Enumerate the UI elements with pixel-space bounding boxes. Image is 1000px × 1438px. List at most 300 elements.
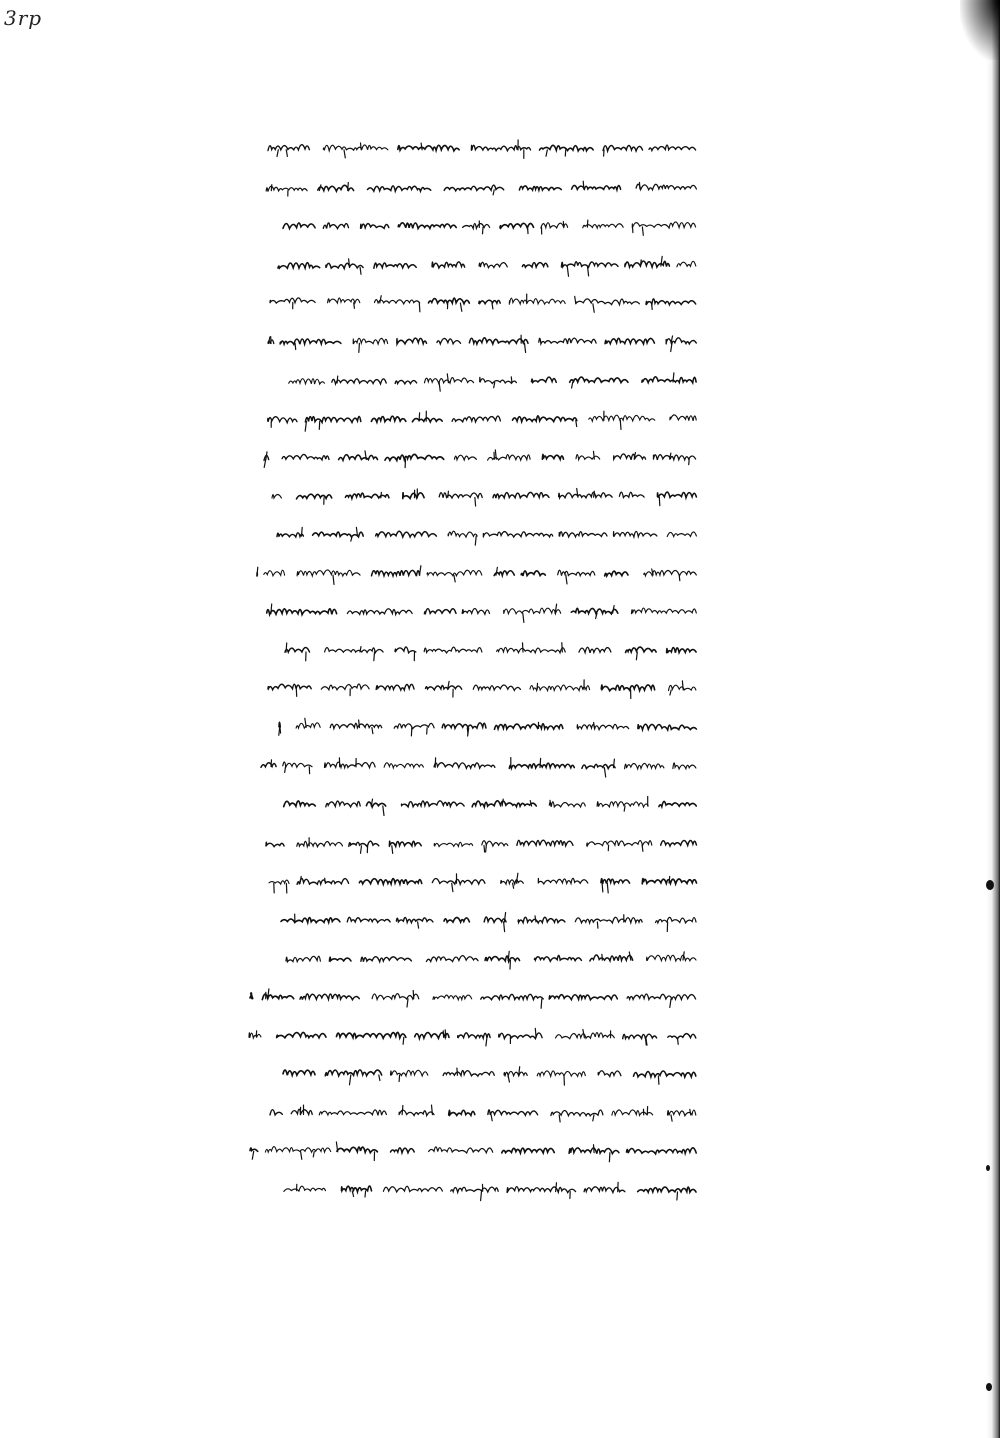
- handwriting-strokes: [254, 599, 700, 623]
- handwritten-line: [240, 514, 700, 553]
- pen-stroke: [402, 1105, 403, 1114]
- handwritten-word: [448, 531, 477, 537]
- handwritten-word: [614, 454, 646, 460]
- handwritten-word: [479, 262, 507, 267]
- handwritten-word: [268, 684, 311, 690]
- handwritten-word: [670, 415, 696, 421]
- handwritten-word: [367, 185, 430, 190]
- handwritten-word: [451, 1187, 499, 1192]
- pen-stroke: [546, 150, 547, 156]
- handwritten-word: [373, 994, 420, 1000]
- handwritten-word: [575, 917, 642, 923]
- pen-stroke: [421, 143, 422, 150]
- handwritten-word: [503, 608, 560, 614]
- handwritten-word: [634, 1071, 696, 1077]
- handwritten-word: [342, 1186, 372, 1192]
- pen-stroke: [372, 728, 373, 734]
- handwritten-word: [283, 1070, 315, 1075]
- handwriting-strokes: [242, 985, 700, 1009]
- handwritten-word: [494, 724, 562, 730]
- handwritten-word: [625, 763, 664, 768]
- pen-stroke: [620, 420, 621, 429]
- handwritten-word: [656, 917, 696, 923]
- handwritten-word: [590, 955, 633, 961]
- handwritten-word: [396, 917, 433, 922]
- handwritten-word: [345, 493, 389, 498]
- pen-stroke: [593, 1145, 594, 1153]
- handwritten-line: [240, 244, 700, 283]
- handwritten-word: [249, 1032, 261, 1037]
- handwritten-word: [283, 762, 312, 767]
- handwritten-word: [384, 762, 423, 767]
- pen-stroke: [583, 1029, 585, 1037]
- handwritten-word: [612, 1110, 653, 1115]
- handwritten-word: [571, 185, 620, 189]
- handwritten-word: [324, 145, 389, 151]
- pen-stroke: [641, 260, 642, 266]
- handwritten-word: [330, 723, 382, 728]
- handwritten-word: [374, 263, 416, 268]
- pen-stroke: [365, 1191, 366, 1197]
- handwritten-word: [571, 608, 618, 614]
- pen-stroke: [295, 343, 296, 349]
- handwritten-word: [266, 842, 284, 846]
- handwritten-word: [631, 608, 696, 614]
- handwritten-word: [361, 957, 412, 962]
- handwriting-strokes: [275, 213, 700, 237]
- handwritten-word: [291, 1109, 312, 1114]
- handwriting-strokes: [270, 252, 700, 276]
- handwritten-word: [321, 684, 369, 690]
- handwritten-word: [647, 956, 696, 962]
- handwriting-strokes: [260, 136, 700, 160]
- handwritten-word: [481, 994, 543, 999]
- pen-stroke: [524, 343, 525, 352]
- pen-stroke: [300, 1152, 301, 1160]
- handwritten-word: [604, 571, 627, 576]
- handwritten-word: [426, 956, 478, 962]
- pen-stroke: [399, 1075, 400, 1081]
- pen-stroke: [568, 266, 569, 276]
- handwritten-word: [597, 802, 648, 807]
- handwritten-word: [521, 570, 545, 575]
- pen-stroke: [542, 999, 543, 1008]
- edge-mark: [986, 1383, 992, 1391]
- handwritten-word: [329, 958, 351, 962]
- handwritten-word: [455, 455, 477, 460]
- handwritten-word: [389, 841, 421, 846]
- folio-number: 3rp: [4, 6, 43, 30]
- pen-stroke: [494, 382, 495, 387]
- handwritten-word: [512, 416, 576, 422]
- pen-stroke: [271, 184, 272, 190]
- pen-stroke: [593, 304, 594, 313]
- pen-stroke: [420, 303, 421, 312]
- pen-stroke: [646, 1038, 647, 1045]
- pen-stroke: [481, 1191, 482, 1200]
- handwritten-word: [424, 609, 456, 614]
- handwritten-word: [428, 1147, 492, 1153]
- pen-stroke: [629, 952, 631, 960]
- handwritten-word: [270, 1109, 282, 1114]
- handwriting-strokes: [277, 638, 700, 662]
- handwritten-word: [442, 723, 486, 728]
- pen-stroke: [319, 184, 321, 190]
- handwritten-word: [279, 722, 280, 727]
- pen-stroke: [659, 497, 660, 506]
- pen-stroke: [304, 718, 305, 727]
- pen-stroke: [407, 999, 408, 1007]
- handwritten-word: [434, 762, 495, 767]
- pen-stroke: [523, 613, 524, 622]
- handwritten-word: [598, 1071, 621, 1077]
- handwritten-word: [576, 454, 600, 459]
- pen-stroke: [419, 413, 420, 421]
- handwritten-word: [502, 1149, 554, 1154]
- handwritten-line: [240, 321, 700, 360]
- handwritten-word: [659, 802, 696, 807]
- handwriting-strokes: [262, 1101, 700, 1125]
- handwritten-word: [394, 723, 434, 728]
- handwritten-word: [530, 685, 590, 691]
- handwritten-line: [240, 167, 700, 206]
- handwritten-word: [337, 1032, 406, 1038]
- handwriting-strokes: [273, 908, 700, 932]
- handwritten-word: [437, 338, 461, 343]
- handwritten-word: [277, 1032, 326, 1037]
- handwritten-word: [305, 417, 360, 423]
- handwritten-word: [339, 454, 378, 460]
- pen-stroke: [670, 343, 671, 352]
- handwritten-line: [240, 205, 700, 244]
- pen-stroke: [403, 1037, 404, 1044]
- handwriting-strokes: [269, 522, 700, 546]
- handwritten-word: [488, 1110, 538, 1115]
- handwritten-word: [509, 763, 574, 768]
- handwritten-word: [296, 841, 342, 846]
- pen-stroke: [571, 382, 572, 388]
- handwritten-word: [500, 224, 534, 229]
- pen-stroke: [350, 1075, 351, 1085]
- pen-stroke: [535, 916, 536, 922]
- handwritten-word: [463, 224, 490, 229]
- handwriting-strokes: [274, 792, 700, 816]
- handwritten-word: [397, 338, 427, 344]
- pen-stroke: [562, 642, 563, 651]
- handwritten-word: [281, 917, 340, 922]
- handwritten-line: [240, 977, 700, 1016]
- handwritten-word: [347, 917, 390, 922]
- handwritten-word: [296, 723, 320, 728]
- handwritten-word: [278, 262, 320, 268]
- handwritten-word: [626, 1148, 696, 1154]
- handwritten-word: [559, 532, 607, 537]
- pen-stroke: [418, 922, 419, 928]
- handwritten-word: [481, 840, 507, 845]
- handwritten-word: [395, 380, 416, 383]
- pen-stroke: [491, 1115, 492, 1121]
- handwritten-word: [325, 762, 376, 768]
- handwritten-word: [550, 995, 618, 1000]
- pen-stroke: [447, 492, 448, 498]
- pen-stroke: [540, 758, 541, 767]
- pen-stroke: [679, 575, 680, 581]
- handwritten-word: [577, 724, 629, 729]
- handwritten-word: [289, 378, 325, 383]
- handwritten-word: [283, 223, 315, 229]
- handwritten-line: [240, 1131, 700, 1170]
- handwritten-word: [433, 995, 472, 1000]
- handwritten-word: [628, 994, 697, 999]
- handwritten-word: [371, 416, 405, 422]
- handwritten-word: [583, 224, 623, 228]
- handwritten-word: [283, 454, 330, 460]
- pen-stroke: [380, 493, 381, 498]
- handwritten-word: [398, 145, 459, 150]
- pen-stroke: [287, 150, 288, 157]
- pen-stroke: [475, 536, 476, 545]
- handwritten-word: [337, 1148, 378, 1154]
- pen-stroke: [374, 652, 375, 661]
- pen-stroke: [652, 304, 653, 309]
- handwritten-word: [549, 802, 585, 807]
- pen-stroke: [380, 296, 381, 303]
- handwritten-word: [424, 647, 482, 653]
- handwritten-word: [660, 840, 696, 846]
- handwritten-word: [286, 957, 320, 963]
- handwritten-word: [412, 418, 442, 422]
- pen-stroke: [391, 845, 392, 853]
- handwriting-strokes: [277, 368, 700, 392]
- pen-stroke: [337, 376, 338, 383]
- handwritten-word: [399, 1110, 434, 1115]
- handwritten-word: [603, 146, 642, 151]
- pen-stroke: [486, 1037, 487, 1045]
- handwritten-word: [483, 532, 552, 537]
- handwritten-word: [667, 532, 696, 537]
- handwritten-word: [518, 917, 565, 923]
- pen-stroke: [536, 1028, 537, 1037]
- handwritten-word: [284, 1186, 326, 1191]
- handwritten-word: [613, 531, 656, 536]
- handwritten-word: [484, 917, 506, 922]
- handwritten-word: [312, 532, 363, 537]
- pen-stroke: [461, 303, 462, 311]
- pen-stroke: [677, 1192, 678, 1200]
- handwritten-word: [266, 609, 336, 615]
- handwritten-word: [347, 609, 412, 615]
- pen-stroke: [354, 303, 355, 309]
- handwritten-line: [240, 437, 700, 476]
- handwritten-word: [261, 762, 276, 767]
- handwritten-word: [383, 1186, 442, 1192]
- handwritten-line: [240, 282, 700, 321]
- pen-stroke: [305, 422, 306, 432]
- handwriting-strokes: [271, 715, 700, 739]
- handwritten-word: [300, 994, 359, 1000]
- pen-stroke: [447, 373, 448, 382]
- corner-shadow: [960, 0, 1000, 60]
- handwritten-word: [429, 298, 470, 304]
- handwriting-strokes: [270, 1178, 700, 1202]
- handwritten-word: [473, 685, 520, 690]
- pen-stroke: [575, 297, 576, 305]
- handwritten-word: [348, 841, 378, 847]
- handwriting-strokes: [278, 946, 700, 970]
- pen-stroke: [642, 845, 643, 851]
- handwritten-word: [579, 647, 611, 652]
- handwritten-word: [268, 417, 297, 423]
- pen-stroke: [313, 1152, 314, 1157]
- handwriting-strokes: [261, 869, 700, 893]
- pen-stroke: [522, 643, 523, 652]
- pen-stroke: [511, 376, 512, 382]
- pen-stroke: [576, 421, 577, 427]
- handwritten-word: [371, 570, 419, 576]
- pen-stroke: [347, 182, 348, 190]
- pen-stroke: [607, 883, 608, 893]
- pen-stroke: [333, 575, 334, 584]
- pen-stroke: [300, 877, 301, 884]
- pen-stroke: [419, 565, 420, 574]
- handwriting-strokes: [258, 175, 700, 199]
- handwritten-word: [605, 338, 654, 344]
- handwritten-word: [539, 338, 596, 344]
- handwritten-word: [519, 186, 561, 190]
- pen-stroke: [344, 150, 345, 158]
- handwritten-word: [424, 377, 473, 383]
- handwritten-word: [432, 262, 465, 268]
- handwritten-word: [268, 145, 309, 151]
- handwritten-line: [240, 475, 700, 514]
- handwritten-word: [283, 801, 315, 807]
- handwritten-line: [240, 398, 700, 437]
- pen-stroke: [266, 452, 267, 460]
- handwriting-strokes: [264, 483, 700, 507]
- pen-stroke: [278, 727, 279, 735]
- handwritten-word: [449, 1110, 475, 1115]
- pen-stroke: [457, 1068, 458, 1075]
- pen-stroke: [671, 1115, 672, 1121]
- pen-stroke: [682, 681, 683, 690]
- handwritten-word: [673, 762, 696, 768]
- pen-stroke: [556, 1183, 557, 1192]
- pen-stroke: [271, 759, 272, 766]
- pen-stroke: [301, 527, 302, 536]
- handwritten-word: [426, 686, 462, 690]
- handwriting-strokes: [262, 290, 700, 314]
- pen-stroke: [504, 922, 505, 932]
- handwritten-word: [472, 801, 536, 807]
- handwritten-word: [266, 186, 307, 191]
- handwritten-line: [240, 1054, 700, 1093]
- pen-stroke: [483, 228, 484, 234]
- handwritten-word: [375, 300, 420, 304]
- handwritten-word: [328, 298, 360, 303]
- handwritten-word: [636, 184, 696, 190]
- pen-stroke: [636, 652, 637, 660]
- pen-stroke: [602, 883, 603, 892]
- handwritten-line: [240, 553, 700, 592]
- handwritten-word: [263, 994, 294, 999]
- handwritten-word: [570, 377, 628, 383]
- handwriting-strokes: [256, 445, 700, 469]
- pen-stroke: [593, 722, 594, 728]
- handwritten-word: [434, 842, 473, 846]
- pen-stroke: [286, 643, 287, 652]
- handwritten-word: [485, 956, 519, 962]
- handwriting-strokes: [245, 406, 700, 430]
- pen-stroke: [512, 883, 513, 888]
- handwritten-line: [240, 1170, 700, 1209]
- handwritten-line: [240, 823, 700, 862]
- pen-stroke: [493, 189, 494, 194]
- handwritten-line: [240, 861, 700, 900]
- handwritten-word: [296, 495, 331, 500]
- pen-stroke: [609, 1153, 610, 1162]
- pen-stroke: [583, 181, 584, 189]
- handwritten-word: [361, 224, 389, 229]
- pen-stroke: [683, 952, 684, 960]
- handwritten-word: [325, 801, 359, 807]
- pen-stroke: [451, 884, 452, 892]
- handwriting-strokes: [242, 1139, 700, 1163]
- pen-stroke: [485, 845, 486, 852]
- handwritten-word: [395, 647, 416, 653]
- handwritten-line: [240, 784, 700, 823]
- pen-stroke: [594, 451, 595, 459]
- pen-stroke: [439, 382, 440, 391]
- pen-stroke: [414, 991, 415, 999]
- handwritten-word: [543, 454, 564, 459]
- handwritten-word: [633, 222, 696, 228]
- pen-stroke: [593, 1115, 594, 1121]
- edge-mark: [986, 1165, 990, 1171]
- pen-stroke: [643, 227, 644, 235]
- handwritten-word: [584, 1187, 625, 1193]
- handwritten-word: [619, 492, 644, 497]
- handwritten-word: [510, 299, 566, 305]
- pen-stroke: [360, 267, 361, 274]
- handwritten-word: [353, 338, 387, 344]
- handwritten-word: [657, 492, 696, 498]
- handwritten-word: [265, 1147, 330, 1153]
- handwritten-word: [452, 416, 500, 422]
- handwritten-word: [600, 879, 629, 884]
- pen-stroke: [559, 1115, 560, 1122]
- handwritten-word: [385, 454, 444, 460]
- handwritten-word: [523, 262, 548, 267]
- pen-stroke: [496, 567, 497, 575]
- handwriting-strokes: [258, 831, 700, 855]
- pen-stroke: [605, 767, 606, 776]
- handwritten-word: [538, 879, 588, 885]
- handwritten-word: [458, 1033, 490, 1038]
- handwritten-word: [479, 301, 500, 304]
- handwritten-word: [264, 570, 285, 576]
- handwritten-line: [240, 360, 700, 399]
- pen-stroke: [659, 1076, 660, 1084]
- handwritten-word: [537, 1071, 585, 1076]
- handwritten-word: [462, 609, 489, 615]
- pen-stroke: [432, 1105, 433, 1115]
- handwritten-line: [240, 938, 700, 977]
- handwritten-word: [325, 1070, 381, 1076]
- handwritten-word: [668, 1110, 696, 1116]
- handwritten-word: [391, 1071, 428, 1077]
- pen-stroke: [324, 878, 325, 883]
- handwritten-word: [625, 261, 670, 267]
